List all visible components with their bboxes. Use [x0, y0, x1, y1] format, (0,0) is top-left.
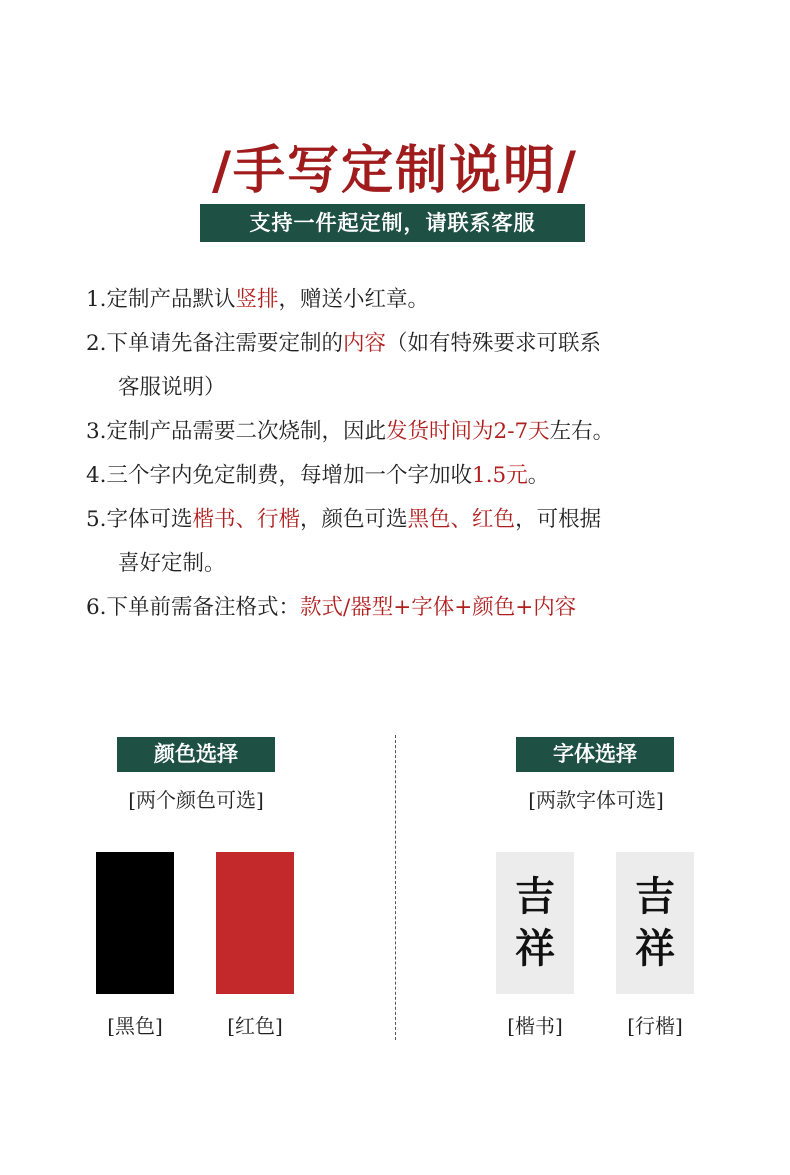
red-color-label: [红色]: [227, 1014, 283, 1038]
note-highlight: 款式/器型+字体+颜色+内容: [300, 595, 577, 620]
xingkai-font-sample[interactable]: [616, 852, 694, 994]
instruction-item: [86, 322, 726, 410]
instruction-item: [86, 586, 726, 630]
note-text: （如有特殊要求可联系: [386, 331, 602, 356]
subtitle-banner: 支持一件起定制，请联系客服: [200, 204, 585, 242]
kaishu-font-sample[interactable]: [496, 852, 574, 994]
note-text: 5.字体可选: [86, 507, 193, 532]
instruction-item: [86, 410, 726, 454]
note-text: ，赠送小红章。: [278, 287, 430, 312]
font-section-tag: 字体选择: [516, 737, 674, 772]
note-text: 6.下单前需备注格式：: [86, 595, 301, 620]
red-color-swatch[interactable]: [216, 852, 294, 994]
note-highlight: 楷书、行楷: [192, 507, 301, 532]
page-title: /手写定制说明/: [212, 141, 578, 201]
note-text: ，可根据: [515, 507, 602, 532]
color-section-tag: 颜色选择: [117, 737, 275, 772]
note-text: 。: [527, 463, 550, 488]
section-divider: [395, 735, 396, 1040]
note-text: 左右。: [549, 419, 615, 444]
instruction-item: [86, 278, 726, 322]
color-section-caption: [两个颜色可选]: [128, 788, 264, 812]
note-text: 3.定制产品需要二次烧制，因此: [86, 419, 387, 444]
instruction-item: [86, 454, 726, 498]
kaishu-font-label: [楷书]: [507, 1014, 563, 1038]
sample-char: 祥: [635, 925, 675, 972]
black-color-swatch[interactable]: [96, 852, 174, 994]
note-highlight: 内容: [343, 331, 387, 356]
note-highlight: 发货时间为2-7天: [386, 419, 550, 444]
instruction-list: [86, 278, 726, 630]
note-text: 1.定制产品默认: [86, 287, 236, 312]
note-highlight: 1.5元: [472, 463, 528, 488]
note-text: ，颜色可选: [300, 507, 408, 532]
xingkai-font-label: [行楷]: [627, 1014, 683, 1038]
note-text: 4.三个字内免定制费，每增加一个字加收: [86, 463, 473, 488]
note-continuation: 客服说明）: [118, 375, 226, 400]
note-highlight: 竖排: [235, 287, 279, 312]
font-section-caption: [两款字体可选]: [528, 788, 664, 812]
black-color-label: [黑色]: [107, 1014, 163, 1038]
sample-char: 吉: [635, 873, 675, 920]
sample-char: 祥: [515, 925, 555, 972]
note-highlight: 黑色、红色: [407, 507, 516, 532]
note-continuation: 喜好定制。: [118, 551, 226, 576]
note-text: 2.下单请先备注需要定制的: [86, 331, 344, 356]
instruction-item: [86, 498, 726, 586]
sample-char: 吉: [515, 873, 555, 920]
